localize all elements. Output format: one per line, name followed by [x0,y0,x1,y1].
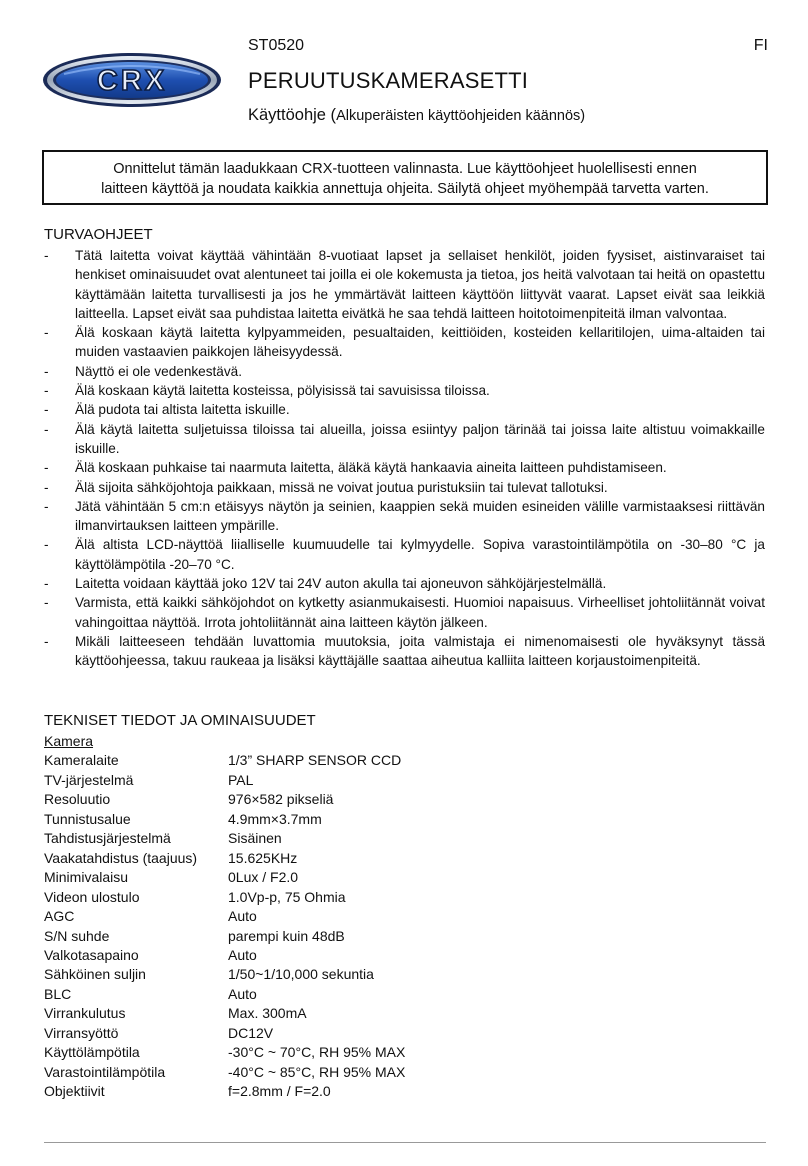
safety-item: - Laitetta voidaan käyttää joko 12V tai 24V auton akulla tai ajoneuvon sähköjärjestelmällä. [44,576,607,592]
safety-item: - Älä koskaan käytä laitetta kosteissa, pölyisissä tai savuisissa tiloissa. [44,383,490,399]
spec-row: Vaakatahdistus (taajuus) 15.625KHz [44,849,298,866]
notice-line: Onnittelut tämän laadukkaan CRX-tuotteen valinnasta. Lue käyttöohjeet huolellisesti ennen [113,161,697,177]
specs-table [44,732,405,1102]
safety-item: - Näyttö ei ole vedenkestävä. [44,363,243,379]
safety-section-title: TURVAOHJEET [44,226,153,243]
safety-instructions-list [44,246,765,671]
spec-row: Videon ulostulo 1.0Vp-p, 75 Ohmia [44,888,346,905]
spec-row: Käyttölämpötila -30°C ~ 70°C, RH 95% MAX [44,1044,406,1061]
notice-line: laitteen käyttöä ja noudata kaikkia annettuja ohjeita. Säilytä ohjeet myöhempää tarvetta varten. [101,181,709,197]
safety-item: - Älä koskaan puhkaise tai naarmuta laitetta, äläkä käytä hankaavia aineita laitteen puhdistamiseen. [44,460,667,476]
spec-row: Tahdistusjärjestelmä Sisäinen [44,830,282,847]
spec-row: Resoluutio 976×582 pikseliä [44,791,334,808]
svg-text:CRX: CRX [96,65,168,97]
spec-row: Kameralaite 1/3” SHARP SENSOR CCD [44,752,402,769]
crx-logo [42,52,222,108]
safety-item: - Älä pudota tai altista laitetta iskuille. [44,402,290,418]
safety-item: - Tätä laitetta voivat käyttää vähintään 8-vuotiaat lapset ja sellaiset henkilöt, joiden fyysiset, aistinvaraiset tai henkiset ominaisuudet ovat alentuneet tai joilla ei ole kokemusta ja tietoa, jos heitä valvotaan tai heitä on opastettu käyttämään laitetta turvallisesti ja jos he ymmärtävät laitteen käyttöön liittyvät vaarat. Lapset eivät saa leikkiä laitteella. Lapset eivät saa puhdistaa laitetta eivätkä he saa tehdä laitteen hoitotoimenpiteitä ilman valvontaa. [44,248,765,321]
spec-row: Virransyöttö DC12V [44,1024,274,1041]
spec-row: Virrankulutus Max. 300mA [44,1005,307,1022]
spec-row: AGC Auto [44,908,257,925]
safety-item: - Jätä vähintään 5 cm:n etäisyys näytön ja seinien, kaappien sekä muiden esineiden välille varmistaaksesi riittävän ilmanvirtauksen laitteen ympärille. [44,498,765,534]
spec-row: TV-järjestelmä PAL [44,771,254,788]
spec-row: Tunnistusalue 4.9mm×3.7mm [44,810,322,827]
spec-row: S/N suhde parempi kuin 48dB [44,927,345,944]
spec-row: Sähköinen suljin 1/50~1/10,000 sekuntia [44,966,374,983]
safety-item: - Älä sijoita sähköjohtoja paikkaan, missä ne voivat joutua puristuksiin tai tulevat tallotuksi. [44,479,608,495]
footer-divider [44,1142,766,1143]
model-number: ST0520 [248,37,305,54]
welcome-notice-box [42,150,768,205]
spec-row: Minimivalaisu 0Lux / F2.0 [44,869,299,886]
language-code: FI [753,37,768,54]
document-subtitle: Käyttöohje (Alkuperäisten käyttöohjeiden käännös) [248,106,586,124]
safety-item: - Älä altista LCD-näyttöä liialliselle kuumuudelle tai kylmyydelle. Sopiva varastointilämpötila on -30–80 °C ja käyttölämpötila -20–70 °C. [44,537,765,572]
spec-row: Objektiivit f=2.8mm / F=2.0 [44,1083,331,1100]
document-title: PERUUTUSKAMERASETTI [248,68,529,93]
safety-item: - Älä käytä laitetta suljetuissa tiloissa tai alueilla, joissa esiintyy paljon tärinää tai joissa laite altistuu voimakkaille iskuille. [44,421,765,456]
spec-row: BLC Auto [44,985,257,1002]
specs-category: Kamera [44,733,94,749]
safety-item: - Älä koskaan käytä laitetta kylpyammeiden, pesualtaiden, keittiöiden, kosteiden kellaritilojen, uima-altaiden tai muiden vastaavien paikkojen läheisyydessä. [44,325,765,360]
spec-row: Varastointilämpötila -40°C ~ 85°C, RH 95% MAX [44,1063,406,1080]
spec-row: Valkotasapaino Auto [44,946,257,963]
safety-item: - Mikäli laitteeseen tehdään luvattomia muutoksia, joita valmistaja ei nimenomaisesti ole hyväksynyt tässä käyttöohjeessa, takuu raukeaa ja lisäksi käyttäjälle saattaa aiheutua kalliita laitteen korjaustoimenpiteitä. [44,633,765,669]
safety-item: - Varmista, että kaikki sähköjohdot on kytketty asianmukaisesti. Huomioi napaisuus. Virheelliset johtoliitännät voivat vahingoittaa näyttöä. Irrota johtoliitännät aina laitteen käytön jälkeen. [44,595,765,630]
specs-section-title: TEKNISET TIEDOT JA OMINAISUUDET [44,712,316,729]
